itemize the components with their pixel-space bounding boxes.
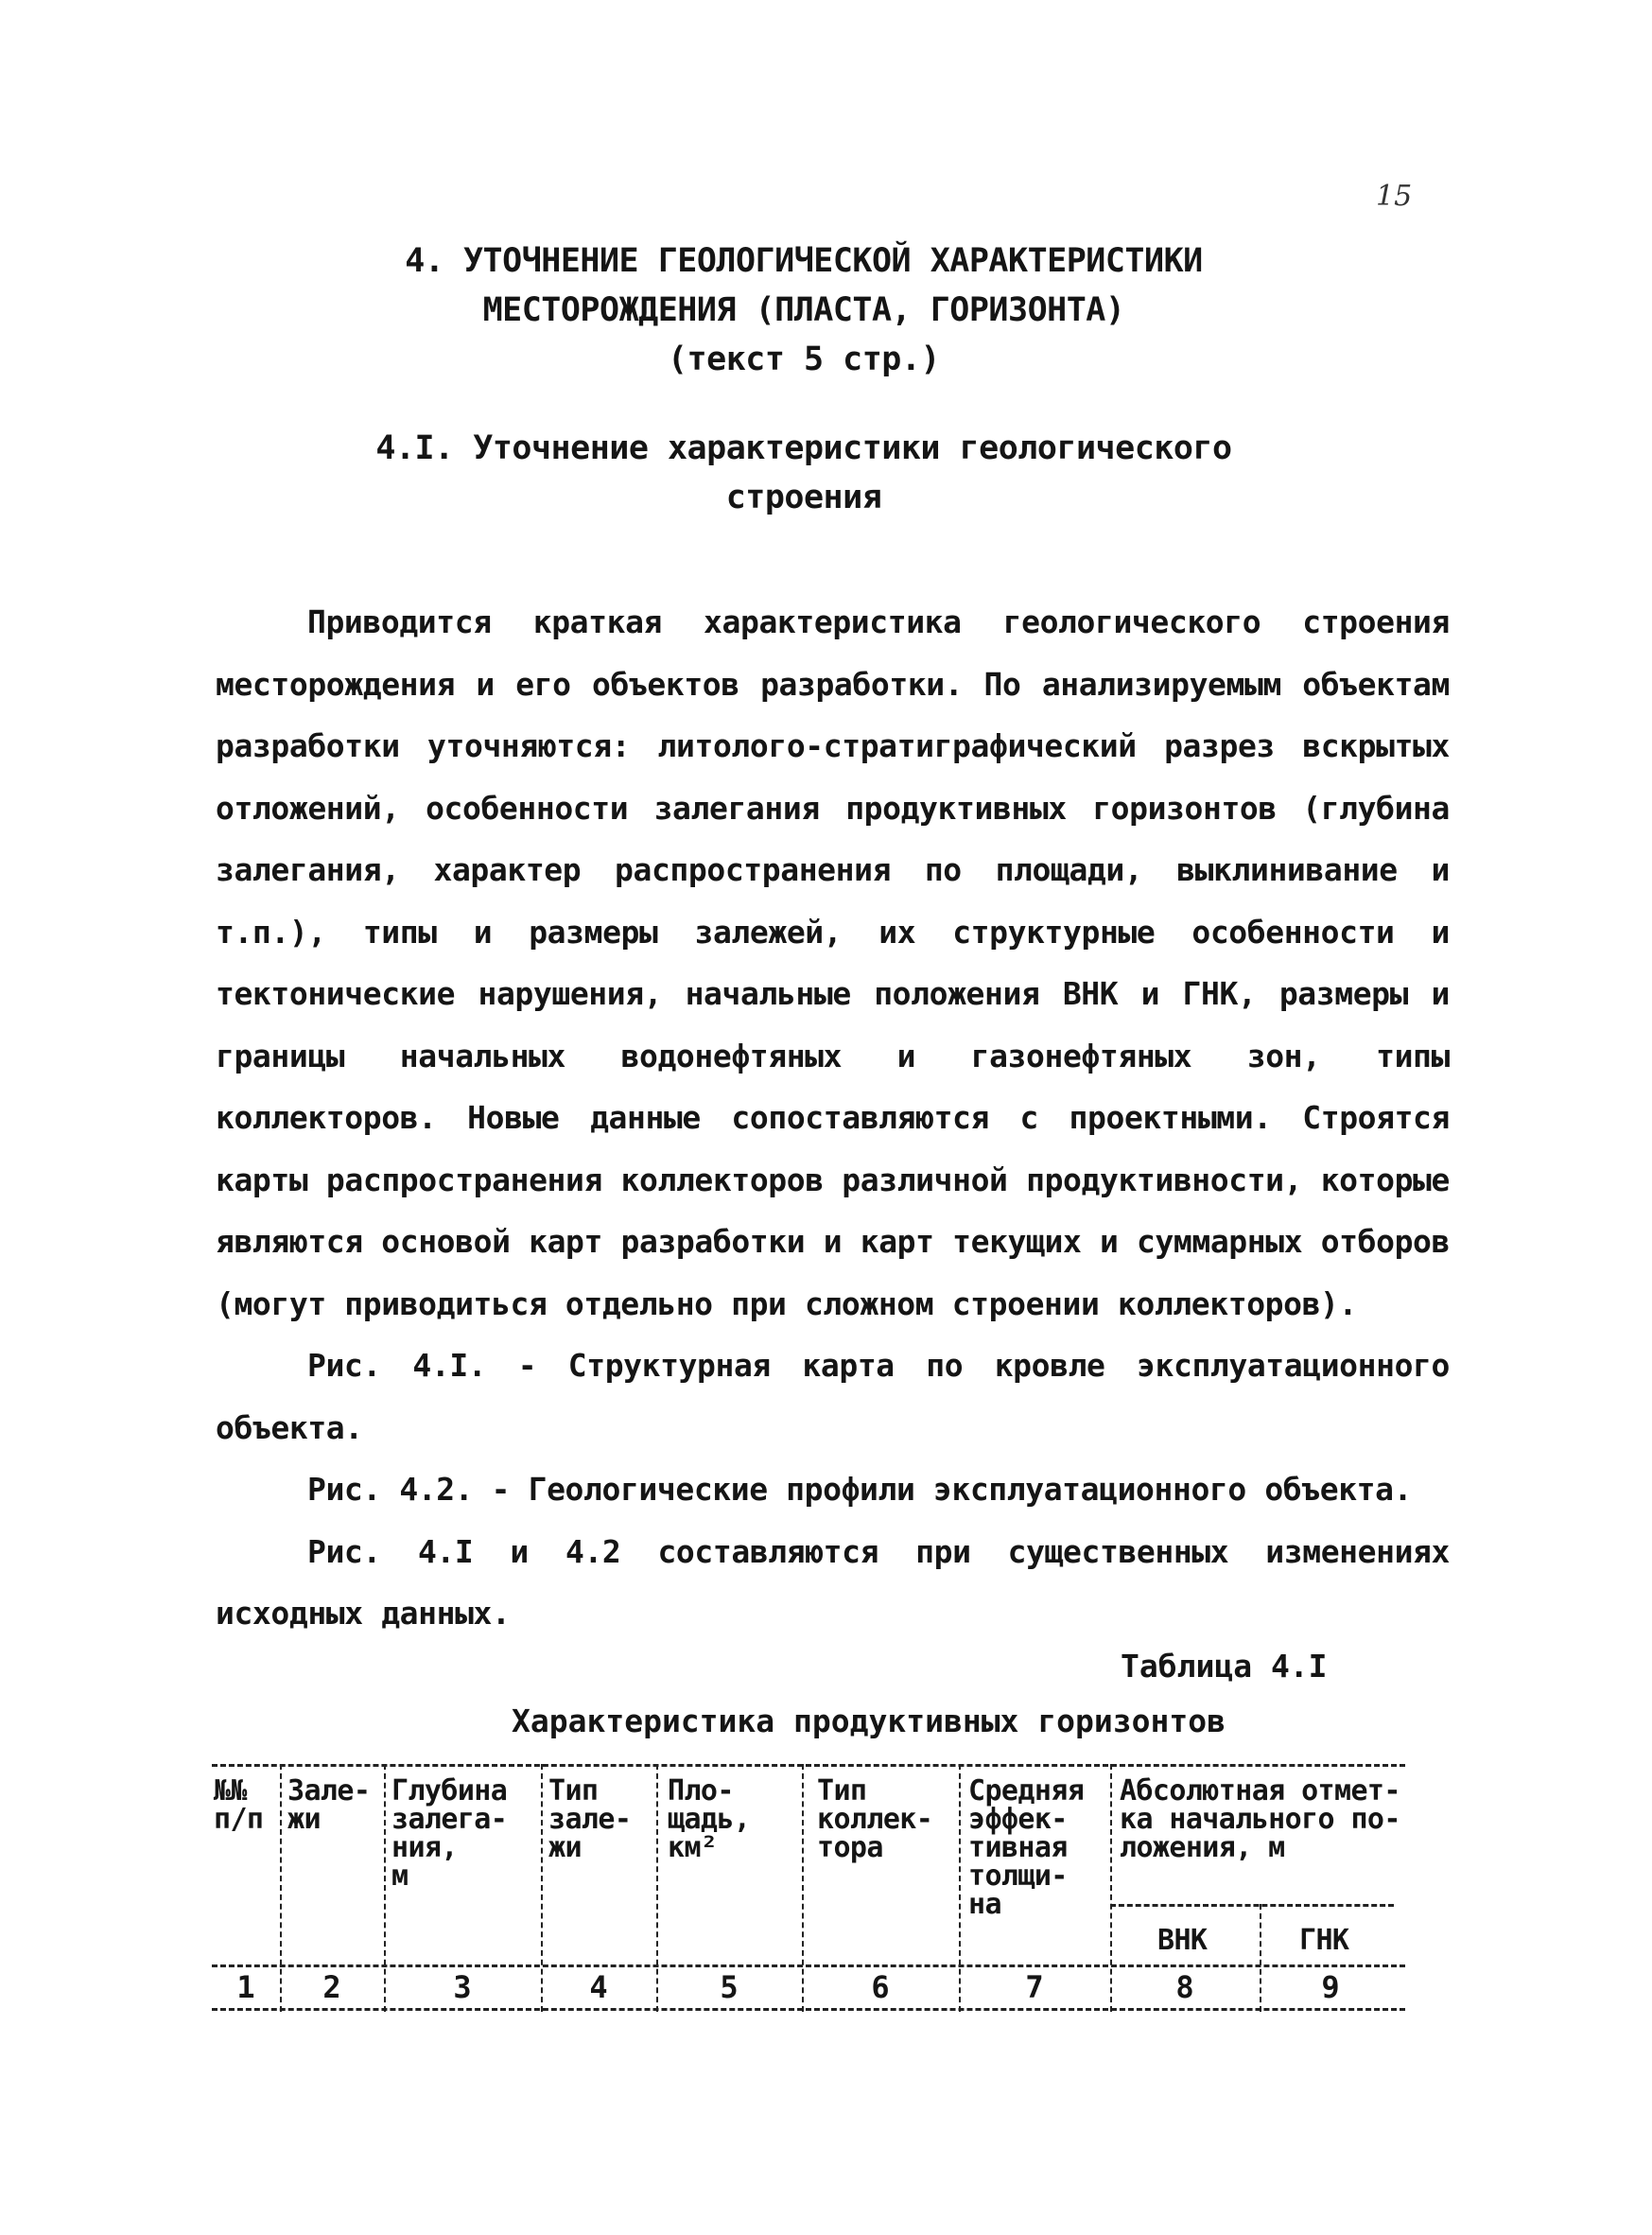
table-header-deposit-type: Тип зале- жи	[548, 1774, 632, 1864]
section-heading-line-1: 4.I. Уточнение характеристики геологического	[375, 429, 1232, 467]
table-header-bottom-rule	[212, 1964, 1405, 1967]
table-header-number: №№ п/п	[214, 1774, 264, 1836]
table-column-number: 4	[589, 1969, 608, 2005]
table-subheader-rule	[1110, 1904, 1394, 1907]
chapter-heading-line-2: МЕСТОРОЖДЕНИЯ (ПЛАСТА, ГОРИЗОНТА)	[482, 291, 1125, 329]
table-subheader-vnk: ВНК	[1157, 1924, 1208, 1957]
table-top-rule	[212, 1764, 1405, 1767]
chapter-heading-line-1: 4. УТОЧНЕНИЕ ГЕОЛОГИЧЕСКОЙ ХАРАКТЕРИСТИКИ	[405, 242, 1203, 280]
chapter-heading	[189, 236, 1418, 384]
table-column-number: 1	[236, 1969, 255, 2005]
section-heading-line-2: строения	[725, 479, 882, 516]
characteristics-table	[212, 1764, 1405, 2015]
body-text	[216, 591, 1450, 1645]
chapter-heading-line-3: (текст 5 стр.)	[667, 340, 940, 378]
table-bottom-rule	[212, 2008, 1405, 2011]
table-label: Таблица 4.I	[1121, 1648, 1328, 1685]
page-number: 15	[1376, 180, 1413, 213]
table-subheader-gnk: ГНК	[1299, 1924, 1349, 1957]
table-column-number: 7	[1025, 1969, 1044, 2005]
table-header-reservoir-type: Тип коллек- тора	[817, 1774, 933, 1864]
table-column-number: 5	[720, 1969, 739, 2005]
table-header-depth: Глубина залега- ния, м	[391, 1774, 508, 1893]
table-column-number: 8	[1175, 1969, 1194, 2005]
paragraph-figure-4-2: Рис. 4.2. - Геологические профили эксплуатационного объекта.	[307, 1471, 1413, 1508]
table-column-number: 3	[453, 1969, 472, 2005]
table-column-number: 9	[1321, 1969, 1340, 2005]
table-title: Характеристика продуктивных горизонтов	[512, 1702, 1226, 1739]
section-heading	[189, 424, 1418, 522]
paragraph-main: Приводится краткая характеристика геологического строения месторождения и его объектов разработки. По анализируемым объектам разработки уточняются: литолого-стратиграфический разрез вскрытых отложений, особенности залегания продуктивных горизонтов (глубина залегания, характер распространения по площади, выклинивание и т.п.), типы и размеры залежей, их структурные особенности и тектонические нарушения, начальные положения ВНК и ГНК, размеры и границы начальных водонефтяных и газонефтяных зон, типы коллекторов. Новые данные сопоставляются с проектными. Строятся карты распространения коллекторов различной продуктивности, которые являются основой карт разработки и карт текущих и суммарных отборов (могут приводиться отдельно при сложном строении коллекторов).	[216, 603, 1450, 1322]
table-column-number: 2	[322, 1969, 341, 2005]
paragraph-figure-4-1: Рис. 4.I. - Структурная карта по кровле эксплуатационного объекта.	[216, 1347, 1450, 1446]
table-header-deposits: Зале- жи	[287, 1774, 371, 1836]
table-header-area: Пло- щадь, км²	[668, 1774, 751, 1864]
paragraph-figures-note: Рис. 4.I и 4.2 составляются при существенных изменениях исходных данных.	[216, 1532, 1450, 1632]
table-header-absolute-mark: Абсолютная отмет- ка начального по- ложения, м	[1120, 1774, 1400, 1864]
table-header-thickness: Средняя эффек- тивная толщи- на	[968, 1774, 1085, 1921]
table-column-number: 6	[871, 1969, 890, 2005]
